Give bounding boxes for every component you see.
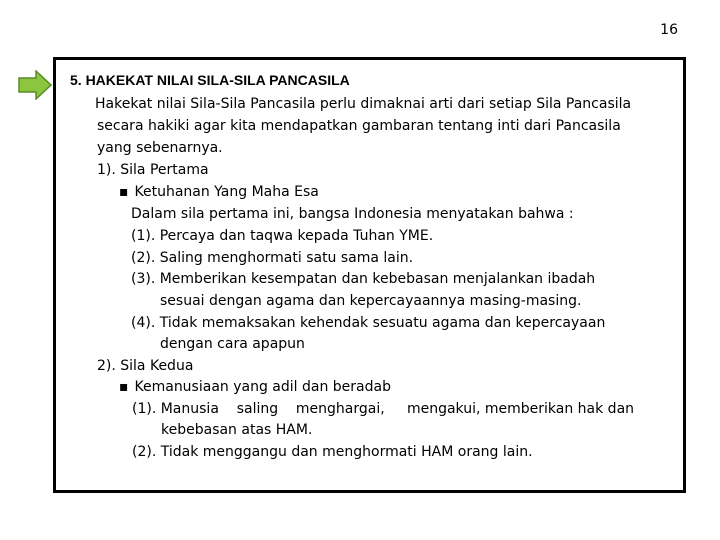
intro-line: secara hakiki agar kita mendapatkan gambaran tentang inti dari Pancasila (97, 118, 621, 134)
sila-1-title: 1). Sila Pertama (97, 162, 209, 178)
list-item: (4). Tidak memaksakan kehendak sesuatu agama dan kepercayaan (131, 315, 606, 331)
sila-2-title: 2). Sila Kedua (97, 358, 194, 374)
list-item: dengan cara apapun (160, 336, 305, 352)
section-heading: 5. HAKEKAT NILAI SILA-SILA PANCASILA (70, 72, 350, 88)
page-number: 16 (660, 22, 678, 38)
intro-line: Hakekat nilai Sila-Sila Pancasila perlu dimaknai arti dari setiap Sila Pancasila (95, 96, 632, 112)
intro-line: yang sebenarnya. (97, 140, 223, 156)
list-item: (1). Percaya dan taqwa kepada Tuhan YME. (131, 228, 434, 244)
list-item: kebebasan atas HAM. (161, 422, 313, 438)
sila-1-bullet: ▪ Ketuhanan Yang Maha Esa (119, 184, 319, 201)
sila-1-lead: Dalam sila pertama ini, bangsa Indonesia menyatakan bahwa : (131, 206, 574, 222)
arrow-right-icon (18, 70, 52, 100)
list-item: (2). Saling menghormati satu sama lain. (131, 250, 414, 266)
list-item: sesuai dengan agama dan kepercayaannya masing-masing. (160, 293, 582, 309)
list-item: (3). Memberikan kesempatan dan kebebasan menjalankan ibadah (131, 271, 596, 287)
sila-2-bullet: ▪ Kemanusiaan yang adil dan beradab (119, 379, 391, 396)
list-item: (1). Manusia saling menghargai, mengakui, memberikan hak dan (132, 401, 635, 417)
list-item: (2). Tidak menggangu dan menghormati HAM orang lain. (132, 444, 533, 460)
